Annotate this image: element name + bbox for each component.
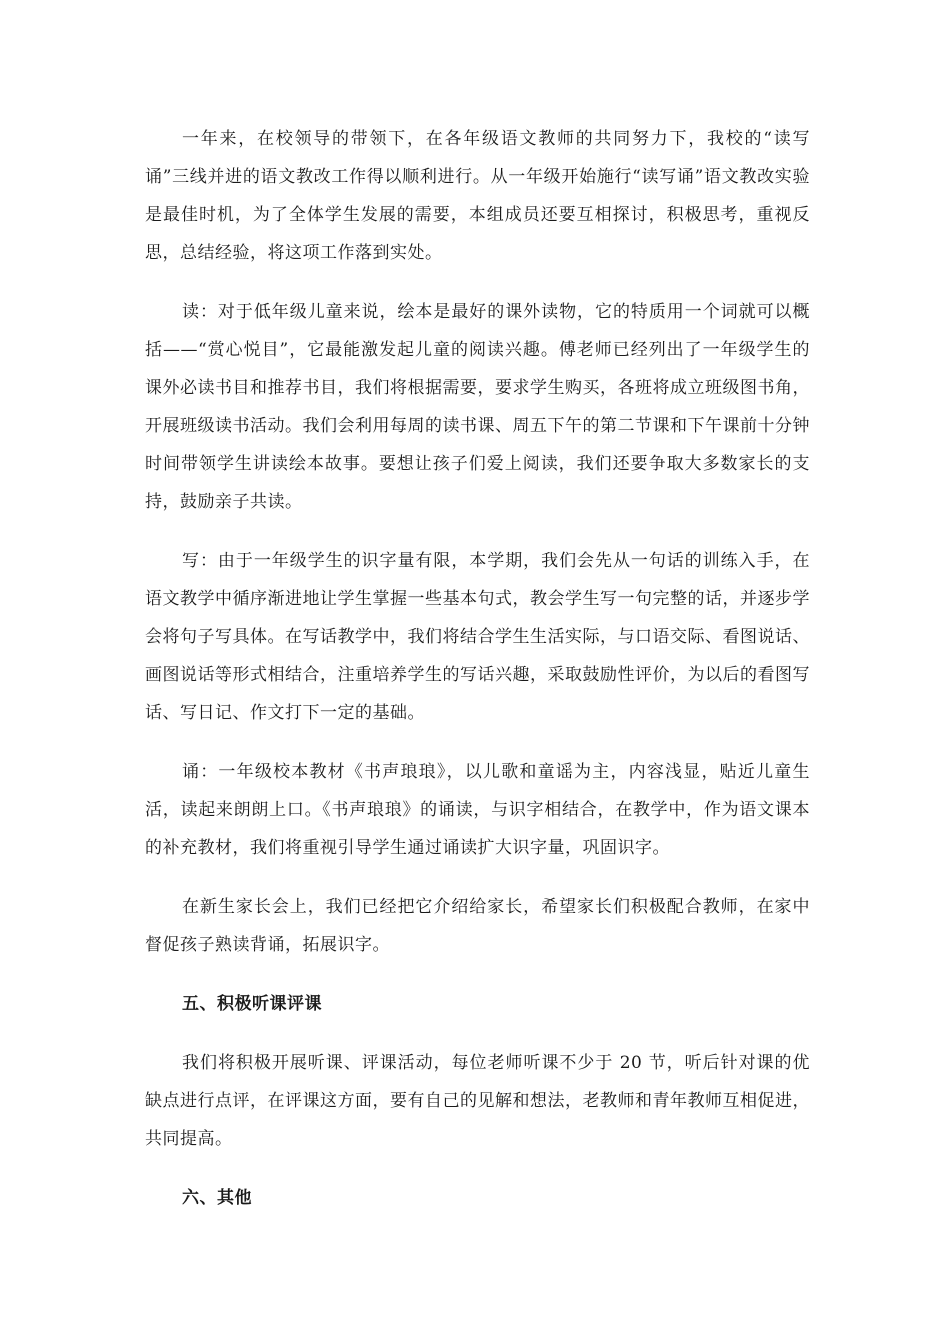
paragraph-lesson-evaluation: 我们将积极开展听课、评课活动，每位老师听课不少于 20 节，听后针对课的优缺点进行点评，在评课这方面，要有自己的见解和想法，老教师和青年教师互相促进，共同提高。 (145, 1053, 810, 1149)
section-heading-5: 五、积极听课评课 (182, 994, 322, 1014)
document-page (145, 120, 810, 1217)
section-heading-6: 六、其他 (182, 1188, 252, 1208)
paragraph-parents: 在新生家长会上，我们已经把它介绍给家长，希望家长们积极配合教师，在家中督促孩子熟读背诵，拓展识字。 (145, 897, 810, 955)
paragraph-writing: 写：由于一年级学生的识字量有限，本学期，我们会先从一句话的训练入手，在语文教学中循序渐进地让学生掌握一些基本句式，教会学生写一句完整的话，并逐步学会将句子写具体。在写话教学中，我们将结合学生生活实际，与口语交际、看图说话、画图说话等形式相结合，注重培养学生的写话兴趣，采取鼓励性评价，为以后的看图写话、写日记、作文打下一定的基础。 (145, 551, 810, 723)
paragraph-intro: 一年来，在校领导的带领下，在各年级语文教师的共同努力下，我校的“读写诵”三线并进的语文教改工作得以顺利进行。从一年级开始施行“读写诵”语文教改实验是最佳时机，为了全体学生发展的需要，本组成员还要互相探讨，积极思考，重视反思，总结经验，将这项工作落到实处。 (145, 129, 810, 263)
paragraph-reading: 读：对于低年级儿童来说，绘本是最好的课外读物，它的特质用一个词就可以概括——“赏心悦目”，它最能激发起儿童的阅读兴趣。傅老师已经列出了一年级学生的课外必读书目和推荐书目，我们将根据需要，要求学生购买，各班将成立班级图书角，开展班级读书活动。我们会利用每周的读书课、周五下午的第二节课和下午课前十分钟时间带领学生讲读绘本故事。要想让孩子们爱上阅读，我们还要争取大多数家长的支持，鼓励亲子共读。 (145, 302, 810, 512)
paragraph-reciting: 诵：一年级校本教材《书声琅琅》，以儿歌和童谣为主，内容浅显，贴近儿童生活，读起来朗朗上口。《书声琅琅》的诵读，与识字相结合，在教学中，作为语文课本的补充教材，我们将重视引导学生通过诵读扩大识字量，巩固识字。 (145, 762, 810, 858)
